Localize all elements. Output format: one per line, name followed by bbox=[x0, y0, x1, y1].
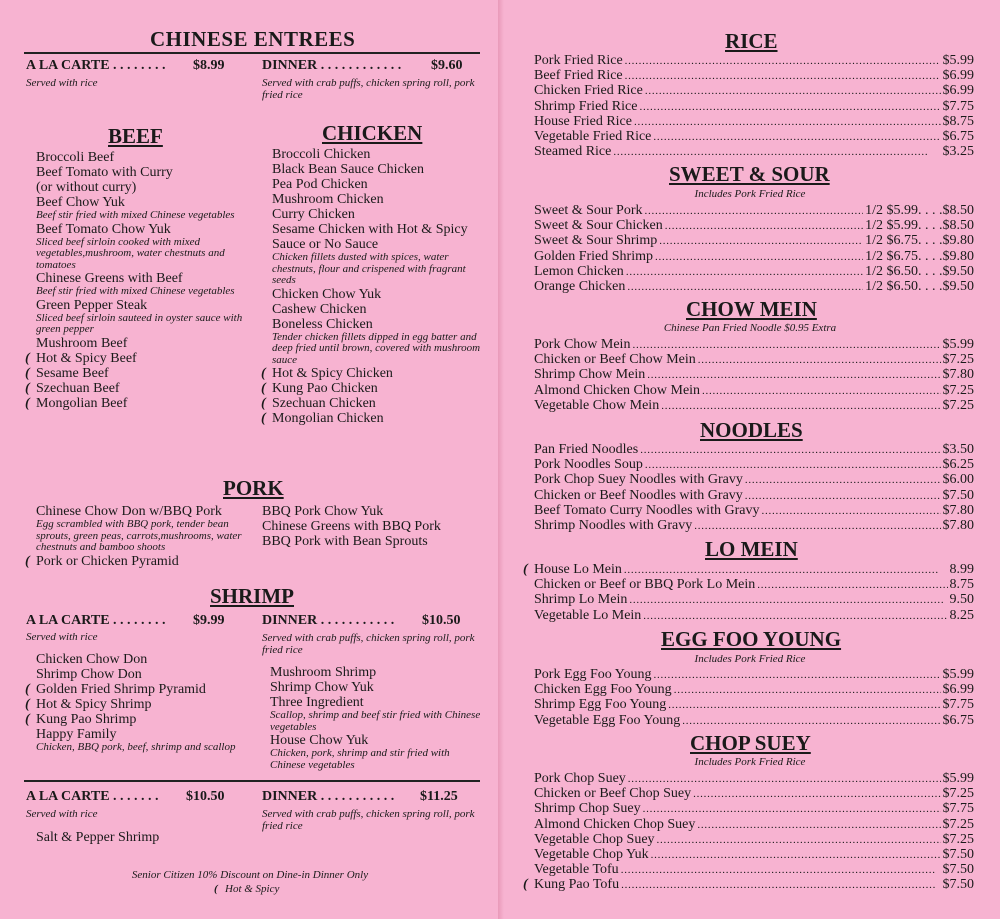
item-name: Pan Fried Noodles bbox=[534, 442, 639, 457]
item-price: $9.80 bbox=[942, 233, 974, 249]
shrimp-dinner-note: Served with crab puffs, chicken spring roll, pork fried rice bbox=[262, 632, 475, 656]
menu-item-chicken-fried-rice bbox=[534, 83, 974, 99]
leader-dots bbox=[682, 713, 940, 729]
item-price: $9.80 bbox=[942, 248, 974, 264]
menu-item-sesame-chicken-with-hot-spicy: Sesame Chicken with Hot & Spicy bbox=[272, 222, 468, 237]
leader-dots bbox=[761, 503, 940, 519]
item-description: Chicken, pork, shrimp and stir fried with Chinese vegetables bbox=[270, 747, 450, 771]
menu-item-black-bean-sauce-chicken: Black Bean Sauce Chicken bbox=[272, 162, 425, 177]
sp-alacarte-label: A LA CARTE . . . . . . . bbox=[26, 789, 159, 804]
menu-item-szechuan-beef: Szechuan Beef bbox=[36, 380, 120, 396]
leader-dots bbox=[697, 817, 940, 833]
page-fold bbox=[498, 0, 504, 919]
menu-item-sweet-sour-chicken bbox=[534, 218, 974, 234]
item-price: $6.99 bbox=[942, 68, 974, 84]
menu-item-chicken-or-beef-chop-suey bbox=[534, 786, 974, 802]
alacarte-price: $8.99 bbox=[193, 58, 225, 73]
alacarte-label: A LA CARTE . . . . . . . . bbox=[26, 58, 166, 73]
half-price: 1/2 $6.75. . . . bbox=[865, 248, 943, 264]
item-name: Chicken or Beef Noodles with Gravy bbox=[534, 487, 743, 503]
leader-dots bbox=[628, 771, 941, 787]
item-name: Shrimp Noodles with Gravy bbox=[534, 518, 693, 533]
senior-discount: Senior Citizen 10% Discount on Dine-in Dinner Only bbox=[131, 869, 369, 881]
menu-item-kung-pao-tofu bbox=[534, 877, 974, 893]
menu-item-chicken-chow-yuk: Chicken Chow Yuk bbox=[272, 286, 382, 302]
menu-item-lemon-chicken bbox=[534, 264, 974, 280]
leader-dots bbox=[757, 577, 947, 593]
leader-dots bbox=[655, 249, 863, 265]
item-name: Vegetable Chop Yuk bbox=[534, 847, 649, 862]
menu-item-mushroom-shrimp: Mushroom Shrimp bbox=[270, 665, 377, 680]
item-name: Orange Chicken bbox=[534, 279, 626, 294]
item-name: Pork Chow Mein bbox=[534, 337, 631, 352]
item-price: $5.99 bbox=[942, 337, 974, 352]
item-name: Shrimp Chow Mein bbox=[534, 367, 646, 383]
shrimp-alacarte-price: $9.99 bbox=[193, 613, 225, 628]
item-price: $6.99 bbox=[942, 83, 974, 99]
leader-dots bbox=[621, 877, 940, 893]
menu-item-szechuan-chicken: Szechuan Chicken bbox=[272, 396, 376, 411]
item-price: $6.00 bbox=[942, 472, 974, 488]
menu-item-shrimp-lo-mein bbox=[534, 592, 974, 608]
leader-dots bbox=[665, 218, 863, 234]
menu-item-hot-spicy-shrimp: Hot & Spicy Shrimp bbox=[36, 697, 152, 712]
leader-dots bbox=[653, 129, 940, 145]
item-price: $7.50 bbox=[942, 877, 974, 893]
item-price: 9.50 bbox=[949, 592, 974, 608]
item-price: $5.99 bbox=[942, 53, 974, 68]
item-name: Vegetable Chow Mein bbox=[534, 397, 660, 413]
menu-item-beef-chow-yuk: Beef Chow Yuk bbox=[36, 195, 125, 210]
menu-item-happy-family: Happy Family bbox=[36, 727, 117, 742]
item-name: Shrimp Egg Foo Young bbox=[534, 697, 667, 713]
chinese-entrees-title: CHINESE ENTREES bbox=[150, 27, 356, 51]
item-description: Beef stir fried with mixed Chinese vegetables bbox=[36, 285, 235, 297]
menu-item-house-fried-rice bbox=[534, 114, 974, 130]
item-description: Sliced beef sirloin sauteed in oyster sauce with green pepper bbox=[36, 311, 243, 335]
dinner-price: $9.60 bbox=[431, 58, 463, 73]
leader-dots bbox=[693, 786, 940, 802]
item-price: $7.25 bbox=[942, 397, 974, 413]
item-name: Kung Pao Tofu bbox=[534, 877, 620, 893]
menu-item-pork-noodles-soup bbox=[534, 457, 974, 473]
item-name: Steamed Rice bbox=[534, 144, 612, 160]
menu-item-house-chow-yuk: House Chow Yuk bbox=[270, 733, 369, 748]
leader-dots bbox=[613, 144, 940, 160]
item-name: Lemon Chicken bbox=[534, 263, 624, 279]
lo-mein-title: LO MEIN bbox=[705, 537, 798, 561]
sp-dinner-note: Served with crab puffs, chicken spring roll, pork fried rice bbox=[262, 808, 475, 832]
item-name: Sweet & Sour Shrimp bbox=[534, 233, 658, 249]
menu-item-mushroom-chicken: Mushroom Chicken bbox=[272, 192, 384, 207]
item-name: Pork Chop Suey bbox=[534, 771, 626, 786]
item-price: $7.75 bbox=[942, 697, 974, 713]
menu-item-shrimp-chow-don: Shrimp Chow Don bbox=[36, 667, 142, 682]
menu-item-pork-egg-foo-young bbox=[534, 667, 974, 683]
menu-item-shrimp-chop-suey bbox=[534, 801, 974, 817]
dinner-note: Served with crab puffs, chicken spring roll, pork fried rice bbox=[262, 77, 475, 101]
item-name: House Lo Mein bbox=[534, 562, 622, 577]
item-price: $5.99 bbox=[942, 667, 974, 682]
item-description: Egg scrambled with BBQ pork, tender bean sprouts, green peas, carrots,mushrooms, water chestnuts and bamboo shoots bbox=[36, 518, 242, 553]
item-name: Vegetable Lo Mein bbox=[534, 607, 642, 623]
menu-item-golden-fried-shrimp-pyramid: Golden Fried Shrimp Pyramid bbox=[36, 682, 206, 697]
menu-item-shrimp-noodles-with-gravy bbox=[534, 518, 974, 534]
egg-foo-young-title: EGG FOO YOUNG bbox=[661, 627, 842, 651]
menu-item-vegetable-fried-rice bbox=[534, 129, 974, 145]
menu-item-mongolian-beef: Mongolian Beef bbox=[36, 395, 128, 411]
menu-item-shrimp-fried-rice bbox=[534, 99, 974, 115]
item-name: Vegetable Chop Suey bbox=[534, 831, 655, 847]
item-name: Pork Egg Foo Young bbox=[534, 667, 652, 682]
menu-item-vegetable-tofu bbox=[534, 862, 974, 878]
menu-item-golden-fried-shrimp bbox=[534, 249, 974, 265]
item-name: Chicken Egg Foo Young bbox=[534, 682, 672, 698]
menu-item-vegetable-egg-foo-young bbox=[534, 713, 974, 729]
item-price: $7.25 bbox=[942, 831, 974, 847]
menu-item-vegetable-chop-yuk bbox=[534, 847, 974, 863]
sp-alacarte-note: Served with rice bbox=[26, 808, 98, 820]
dinner-label: DINNER . . . . . . . . . . . . bbox=[262, 58, 402, 73]
item-name: Shrimp Lo Mein bbox=[534, 592, 628, 608]
menu-item-kung-pao-chicken: Kung Pao Chicken bbox=[272, 381, 378, 396]
leader-dots bbox=[640, 442, 940, 458]
leader-dots bbox=[661, 398, 940, 414]
menu-item-orange-chicken bbox=[534, 279, 974, 295]
item-price: $6.99 bbox=[942, 682, 974, 698]
leader-dots bbox=[626, 264, 863, 280]
menu-item-chicken-or-beef-chow-mein bbox=[534, 352, 974, 368]
item-price: $7.50 bbox=[942, 862, 974, 878]
menu-item-vegetable-chop-suey bbox=[534, 832, 974, 848]
item-price: $7.25 bbox=[942, 382, 974, 398]
menu-item-pan-fried-noodles bbox=[534, 442, 974, 458]
menu-item-three-ingredient: Three Ingredient bbox=[270, 695, 364, 710]
egg-foo-young-note: Includes Pork Fried Rice bbox=[694, 653, 806, 665]
leader-dots bbox=[657, 832, 941, 848]
item-price: $8.50 bbox=[942, 218, 974, 234]
leader-dots bbox=[643, 608, 947, 624]
menu-item-sweet-sour-pork bbox=[534, 203, 974, 219]
beef-title: BEEF bbox=[108, 124, 163, 148]
item-name: Vegetable Fried Rice bbox=[534, 129, 652, 144]
leader-dots bbox=[653, 667, 940, 683]
item-price: $7.80 bbox=[942, 502, 974, 518]
item-description: Sliced beef sirloin cooked with mixed vegetables,mushroom, water chestnuts and tomatoes bbox=[36, 235, 225, 271]
menu-item-vegetable-lo-mein bbox=[534, 608, 974, 624]
menu-item-sesame-beef: Sesame Beef bbox=[36, 365, 109, 381]
item-price: $9.50 bbox=[942, 279, 974, 294]
sweet-sour-note: Includes Pork Fried Rice bbox=[694, 188, 806, 200]
hot-legend-label: Hot & Spicy bbox=[225, 883, 280, 895]
leader-dots bbox=[698, 352, 941, 368]
item-price: $9.50 bbox=[942, 263, 974, 279]
menu-item-chicken-or-beef-or-bbq-pork-lo-mein bbox=[534, 577, 974, 593]
menu-item-cashew-chicken: Cashew Chicken bbox=[272, 301, 367, 317]
shrimp-dinner-price: $10.50 bbox=[422, 613, 461, 628]
menu-item-kung-pao-shrimp: Kung Pao Shrimp bbox=[36, 712, 137, 727]
item-price: $6.25 bbox=[942, 457, 974, 473]
menu-item-house-lo-mein bbox=[534, 562, 974, 578]
item-name: Vegetable Tofu bbox=[534, 862, 619, 878]
menu-item-steamed-rice bbox=[534, 144, 974, 160]
item-name: Beef Fried Rice bbox=[534, 68, 623, 84]
menu-item-mongolian-chicken: Mongolian Chicken bbox=[272, 411, 384, 426]
leader-dots bbox=[645, 203, 864, 219]
menu-item-sauce-or-no-sauce: Sauce or No Sauce bbox=[272, 237, 379, 252]
chicken-title: CHICKEN bbox=[322, 121, 423, 145]
item-name: Sweet & Sour Pork bbox=[534, 203, 643, 218]
menu-item-vegetable-chow-mein bbox=[534, 398, 974, 414]
item-name: Chicken or Beef or BBQ Pork Lo Mein bbox=[534, 577, 756, 593]
chop-suey-note: Includes Pork Fried Rice bbox=[694, 756, 806, 768]
item-description: Chicken, BBQ pork, beef, shrimp and scallop bbox=[36, 741, 236, 753]
item-name: House Fried Rice bbox=[534, 113, 632, 129]
alacarte-note: Served with rice bbox=[26, 77, 98, 89]
item-price: $7.25 bbox=[942, 352, 974, 368]
item-price: $3.50 bbox=[942, 442, 974, 457]
menu-item-beef-tomato-with-curry: Beef Tomato with Curry bbox=[36, 165, 173, 180]
item-price: $7.50 bbox=[942, 487, 974, 503]
half-price: 1/2 $6.75. . . . bbox=[865, 233, 943, 249]
chow-mein-title: CHOW MEIN bbox=[686, 297, 817, 321]
item-price: $7.25 bbox=[942, 786, 974, 802]
item-name: Vegetable Egg Foo Young bbox=[534, 712, 681, 728]
item-price: $5.99 bbox=[942, 771, 974, 786]
item-name: Almond Chicken Chop Suey bbox=[534, 816, 696, 832]
leader-dots bbox=[643, 801, 941, 817]
menu-item-boneless-chicken: Boneless Chicken bbox=[272, 316, 373, 332]
menu-item-sweet-sour-shrimp bbox=[534, 233, 974, 249]
leader-dots bbox=[625, 68, 941, 84]
menu-item-pea-pod-chicken: Pea Pod Chicken bbox=[272, 177, 368, 192]
menu-item-pork-chop-suey bbox=[534, 771, 974, 787]
item-name: Chicken Fried Rice bbox=[534, 83, 643, 99]
leader-dots bbox=[632, 337, 940, 353]
menu-item-or-without-curry: (or without curry) bbox=[36, 180, 137, 195]
menu-item-pork-fried-rice bbox=[534, 53, 974, 69]
item-name: Sweet & Sour Chicken bbox=[534, 218, 663, 234]
menu-item-bbq-pork-with-bean-sprouts: BBQ Pork with Bean Sprouts bbox=[262, 534, 428, 549]
menu-item-hot-spicy-beef: Hot & Spicy Beef bbox=[36, 350, 137, 366]
menu-item-beef-fried-rice bbox=[534, 68, 974, 84]
leader-dots bbox=[639, 99, 940, 115]
leader-dots bbox=[634, 114, 941, 130]
item-price: $7.50 bbox=[942, 847, 974, 862]
item-description: Chicken fillets dusted with spices, water chestnuts, flour and crispened with fragrant seeds bbox=[272, 251, 466, 286]
item-price: $8.50 bbox=[942, 203, 974, 218]
divider bbox=[24, 780, 480, 782]
item-price: 8.75 bbox=[949, 577, 974, 593]
leader-dots bbox=[651, 847, 941, 863]
rice-title: RICE bbox=[725, 29, 778, 53]
menu-item-shrimp-chow-mein bbox=[534, 367, 974, 383]
item-name: Chicken or Beef Chop Suey bbox=[534, 786, 692, 802]
item-price: $7.75 bbox=[942, 801, 974, 817]
leader-dots bbox=[645, 83, 941, 99]
item-price: $6.75 bbox=[942, 129, 974, 144]
item-description: Scallop, shrimp and beef stir fried with Chinese vegetables bbox=[270, 709, 481, 733]
leader-dots bbox=[694, 518, 940, 534]
leader-dots bbox=[627, 279, 863, 295]
menu-item-curry-chicken: Curry Chicken bbox=[272, 207, 355, 222]
item-name: Pork Chop Suey Noodles with Gravy bbox=[534, 472, 743, 488]
menu-item-shrimp-egg-foo-young bbox=[534, 697, 974, 713]
menu-item-shrimp-chow-yuk: Shrimp Chow Yuk bbox=[270, 680, 374, 695]
menu-item-almond-chicken-chow-mein bbox=[534, 383, 974, 399]
menu-item-pork-or-chicken-pyramid: Pork or Chicken Pyramid bbox=[36, 553, 179, 569]
item-name: Chicken or Beef Chow Mein bbox=[534, 352, 696, 368]
item-price: $7.75 bbox=[942, 98, 974, 114]
menu-item-chicken-chow-don: Chicken Chow Don bbox=[36, 652, 148, 667]
leader-dots bbox=[625, 53, 941, 69]
leader-dots bbox=[745, 488, 941, 504]
salt-pepper-shrimp: Salt & Pepper Shrimp bbox=[36, 830, 160, 845]
leader-dots bbox=[629, 592, 947, 608]
item-name: Golden Fried Shrimp bbox=[534, 248, 653, 264]
pork-list-left bbox=[36, 504, 258, 569]
item-price: $7.80 bbox=[942, 518, 974, 533]
divider bbox=[24, 52, 480, 54]
shrimp-dinner-label: DINNER . . . . . . . . . . . bbox=[262, 613, 395, 628]
shrimp-alacarte-label: A LA CARTE . . . . . . . . bbox=[26, 613, 166, 628]
item-price: 8.99 bbox=[949, 562, 974, 577]
menu-item-bbq-pork-chow-yuk: BBQ Pork Chow Yuk bbox=[262, 504, 384, 519]
menu-item-pork-chow-mein bbox=[534, 337, 974, 353]
shrimp-list-right bbox=[270, 665, 485, 771]
chop-suey-title: CHOP SUEY bbox=[690, 731, 811, 755]
leader-dots bbox=[624, 562, 948, 578]
shrimp-title: SHRIMP bbox=[210, 584, 294, 608]
leader-dots bbox=[674, 682, 941, 698]
menu-item-chinese-chow-don-w-bbq-pork: Chinese Chow Don w/BBQ Pork bbox=[36, 504, 222, 519]
leader-dots bbox=[702, 383, 940, 399]
sp-alacarte-price: $10.50 bbox=[186, 789, 225, 804]
menu-item-mushroom-beef: Mushroom Beef bbox=[36, 335, 128, 351]
menu-item-green-pepper-steak: Green Pepper Steak bbox=[36, 297, 148, 313]
item-name: Almond Chicken Chow Mein bbox=[534, 382, 701, 398]
hot-legend bbox=[225, 883, 279, 895]
shrimp-alacarte-note: Served with rice bbox=[26, 631, 98, 643]
pork-title: PORK bbox=[223, 476, 284, 500]
menu-item-beef-tomato-chow-yuk: Beef Tomato Chow Yuk bbox=[36, 221, 171, 237]
half-price: 1/2 $5.99. . . . bbox=[865, 203, 943, 218]
chicken-list bbox=[272, 147, 487, 426]
beef-list bbox=[36, 150, 251, 411]
item-name: Shrimp Chop Suey bbox=[534, 801, 641, 817]
item-description: Beef stir fried with mixed Chinese vegetables bbox=[36, 209, 235, 221]
item-price: $6.75 bbox=[942, 712, 974, 728]
item-price: $7.25 bbox=[942, 816, 974, 832]
chow-mein-note: Chinese Pan Fried Noodle $0.95 Extra bbox=[663, 322, 837, 334]
leader-dots bbox=[645, 457, 941, 473]
pork-list-right bbox=[262, 504, 487, 549]
menu-item-pork-chop-suey-noodles-with-gravy bbox=[534, 472, 974, 488]
menu-item-broccoli-beef: Broccoli Beef bbox=[36, 150, 115, 165]
menu-item-beef-tomato-curry-noodles-with-gravy bbox=[534, 503, 974, 519]
shrimp-list-left bbox=[36, 652, 256, 754]
leader-dots bbox=[745, 472, 941, 488]
menu-item-almond-chicken-chop-suey bbox=[534, 817, 974, 833]
item-name: Pork Fried Rice bbox=[534, 53, 623, 68]
leader-dots bbox=[621, 862, 941, 878]
sp-dinner-label: DINNER . . . . . . . . . . . bbox=[262, 789, 395, 804]
item-name: Beef Tomato Curry Noodles with Gravy bbox=[534, 502, 760, 518]
menu-item-hot-spicy-chicken: Hot & Spicy Chicken bbox=[272, 366, 393, 381]
leader-dots bbox=[659, 233, 863, 249]
menu-item-chinese-greens-with-beef: Chinese Greens with Beef bbox=[36, 271, 183, 286]
menu-item-chicken-egg-foo-young bbox=[534, 682, 974, 698]
item-price: 8.25 bbox=[949, 607, 974, 623]
half-price: 1/2 $6.50. . . . bbox=[865, 279, 943, 294]
item-price: $3.25 bbox=[942, 144, 974, 160]
item-name: Pork Noodles Soup bbox=[534, 457, 643, 473]
menu-item-chicken-or-beef-noodles-with-gravy bbox=[534, 488, 974, 504]
item-price: $8.75 bbox=[942, 113, 974, 129]
sp-dinner-price: $11.25 bbox=[420, 789, 458, 804]
noodles-title: NOODLES bbox=[700, 418, 803, 442]
menu-item-broccoli-chicken: Broccoli Chicken bbox=[272, 147, 371, 162]
item-name: Shrimp Fried Rice bbox=[534, 98, 638, 114]
leader-dots bbox=[668, 697, 940, 713]
sweet-sour-title: SWEET & SOUR bbox=[669, 162, 830, 186]
item-description: Tender chicken fillets dipped in egg batter and deep fried until brown, covered with mushroom sauce bbox=[272, 330, 481, 366]
item-price: $7.80 bbox=[942, 367, 974, 383]
menu-item-chinese-greens-with-bbq-pork: Chinese Greens with BBQ Pork bbox=[262, 519, 441, 534]
leader-dots bbox=[647, 367, 940, 383]
half-price: 1/2 $6.50. . . . bbox=[865, 263, 943, 279]
half-price: 1/2 $5.99. . . . bbox=[865, 218, 943, 234]
